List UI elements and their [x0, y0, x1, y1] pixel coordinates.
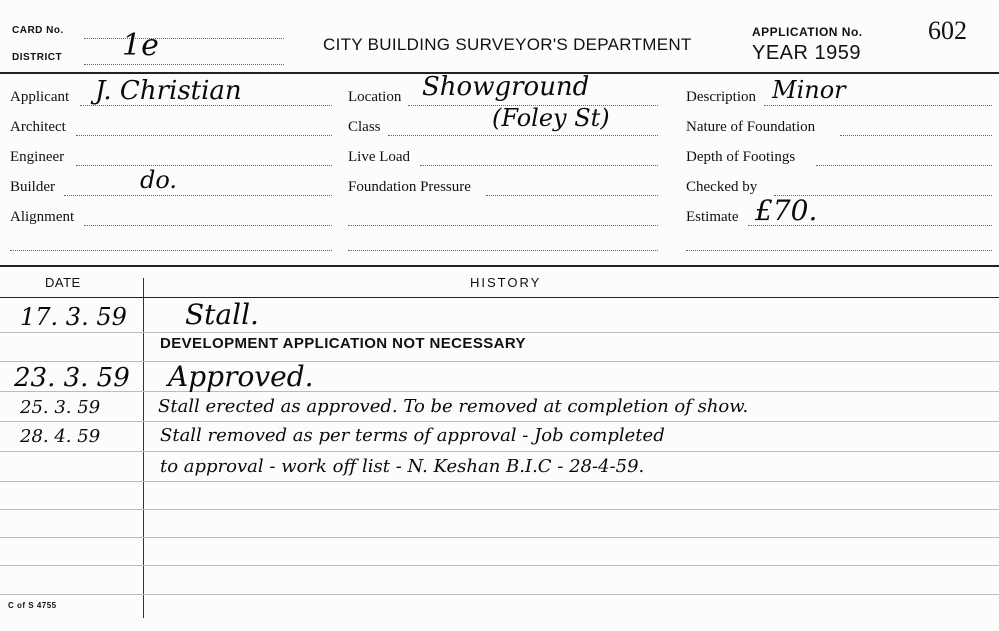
estimate-label: Estimate: [686, 209, 739, 225]
builder-value: do.: [140, 166, 178, 194]
history-date: 23. 3. 59: [14, 363, 130, 393]
history-date: 28. 4. 59: [20, 426, 101, 447]
district-label: DISTRICT: [12, 52, 63, 63]
development-stamp: DEVELOPMENT APPLICATION NOT NECESSARY: [160, 335, 526, 352]
engineer-label: Engineer: [10, 149, 65, 165]
builder-label: Builder: [10, 179, 55, 195]
card-no-label: CARD No.: [12, 25, 64, 36]
department-title: CITY BUILDING SURVEYOR'S DEPARTMENT: [323, 35, 692, 54]
nature-of-foundation-label: Nature of Foundation: [686, 119, 816, 135]
foundation-pressure-label: Foundation Pressure: [348, 179, 471, 195]
history-header: HISTORY: [470, 275, 542, 290]
description-label: Description: [686, 89, 756, 105]
class-label: Class: [348, 119, 381, 135]
history-date: 25. 3. 59: [20, 397, 101, 418]
district-value: 1e: [122, 28, 159, 63]
date-header: DATE: [45, 275, 81, 290]
location-label: Location: [348, 89, 402, 105]
history-entry: Stall removed as per terms of approval - Job completed: [160, 425, 665, 446]
applicant-label: Applicant: [10, 89, 70, 105]
history-entry: Stall erected as approved. To be removed at completion of show.: [158, 396, 749, 417]
live-load-label: Live Load: [348, 149, 411, 165]
depth-of-footings-label: Depth of Footings: [686, 149, 796, 165]
description-value: Minor: [772, 76, 846, 104]
application-no-label: APPLICATION No.: [752, 25, 863, 39]
history-entry: Stall.: [185, 298, 259, 331]
applicant-value: J. Christian: [95, 76, 242, 106]
print-code: C of S 4755: [8, 601, 57, 610]
location-value-2: (Foley St): [492, 104, 610, 132]
year-label: YEAR 1959: [752, 42, 862, 64]
history-entry: Approved.: [168, 360, 314, 393]
history-entry: to approval - work off list - N. Keshan B.I.C - 28-4-59.: [160, 456, 645, 477]
alignment-label: Alignment: [10, 209, 75, 225]
estimate-value: £70.: [755, 194, 818, 227]
checked-by-label: Checked by: [686, 179, 758, 195]
architect-label: Architect: [10, 119, 66, 135]
history-date: 17. 3. 59: [20, 303, 127, 331]
location-value: Showground: [422, 72, 590, 102]
application-no: 602: [928, 16, 967, 45]
